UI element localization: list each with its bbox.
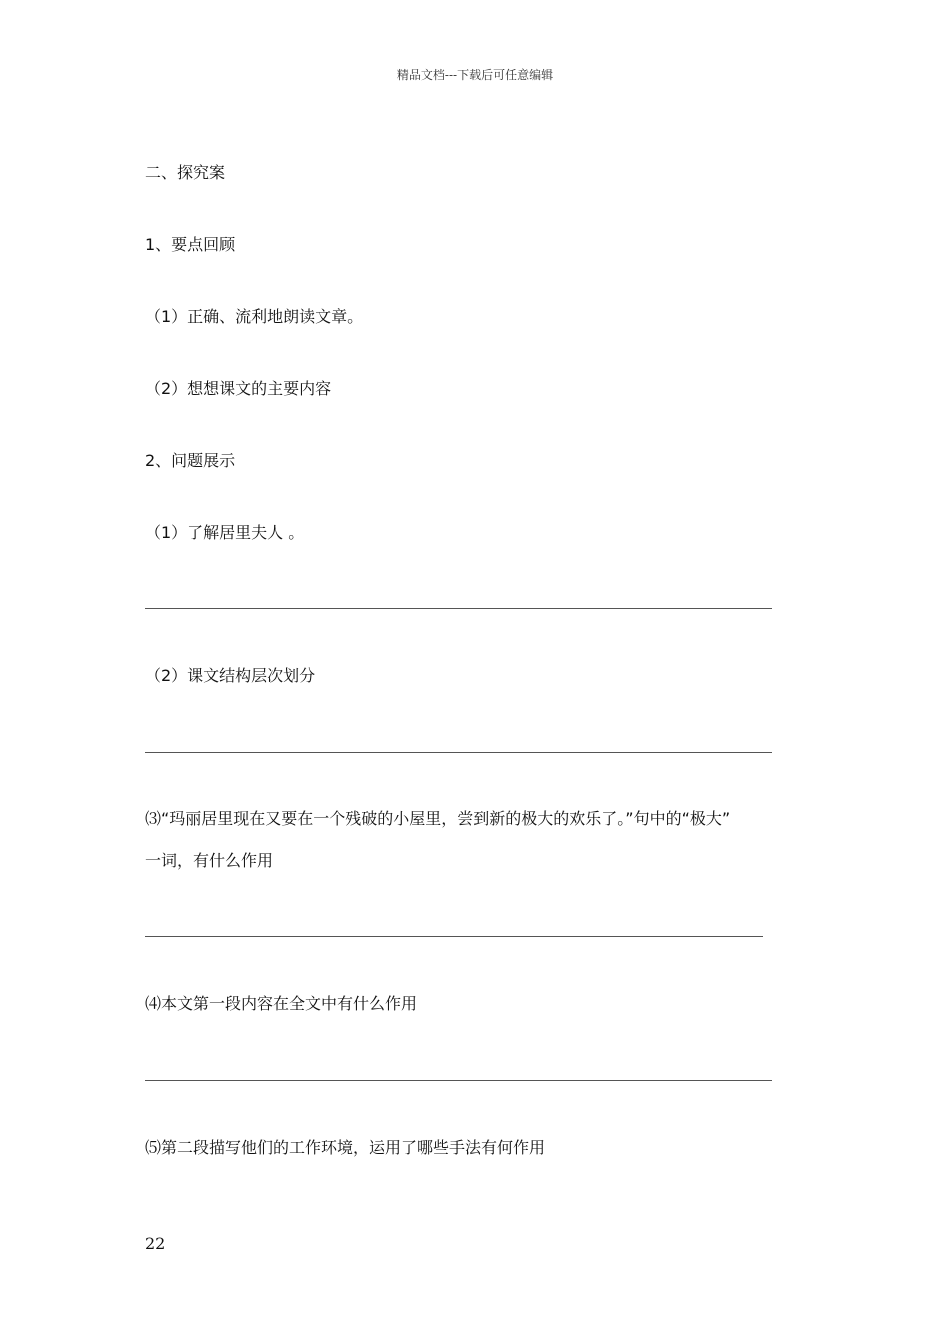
question-5: ⑸第二段描写他们的工作环境，运用了哪些手法有何作用 bbox=[145, 1138, 546, 1157]
page-header: 精品文档---下载后可任意编辑 bbox=[396, 68, 554, 82]
part1-title: 1、要点回顾 bbox=[145, 235, 236, 254]
question-4: ⑷本文第一段内容在全文中有什么作用 bbox=[145, 994, 418, 1013]
answer-line-2 bbox=[145, 752, 772, 753]
answer-line-3 bbox=[145, 936, 763, 937]
question-2: （2）课文结构层次划分 bbox=[145, 666, 316, 685]
part1-item-2: （2）想想课文的主要内容 bbox=[145, 379, 332, 398]
section-title: 二、探究案 bbox=[145, 163, 226, 182]
part2-title: 2、问题展示 bbox=[145, 451, 236, 470]
page-number: 22 bbox=[145, 1234, 166, 1253]
part1-item-1: （1）正确、流利地朗读文章。 bbox=[145, 307, 364, 326]
answer-line-4 bbox=[145, 1080, 772, 1081]
answer-line-1 bbox=[145, 608, 772, 609]
question-3-line-2: 一词，有什么作用 bbox=[145, 851, 274, 870]
question-3-line-1: ⑶“玛丽居里现在又要在一个残破的小屋里，尝到新的极大的欢乐了。”句中的“极大” bbox=[145, 809, 731, 828]
question-1: （1）了解居里夫人 。 bbox=[145, 523, 305, 542]
